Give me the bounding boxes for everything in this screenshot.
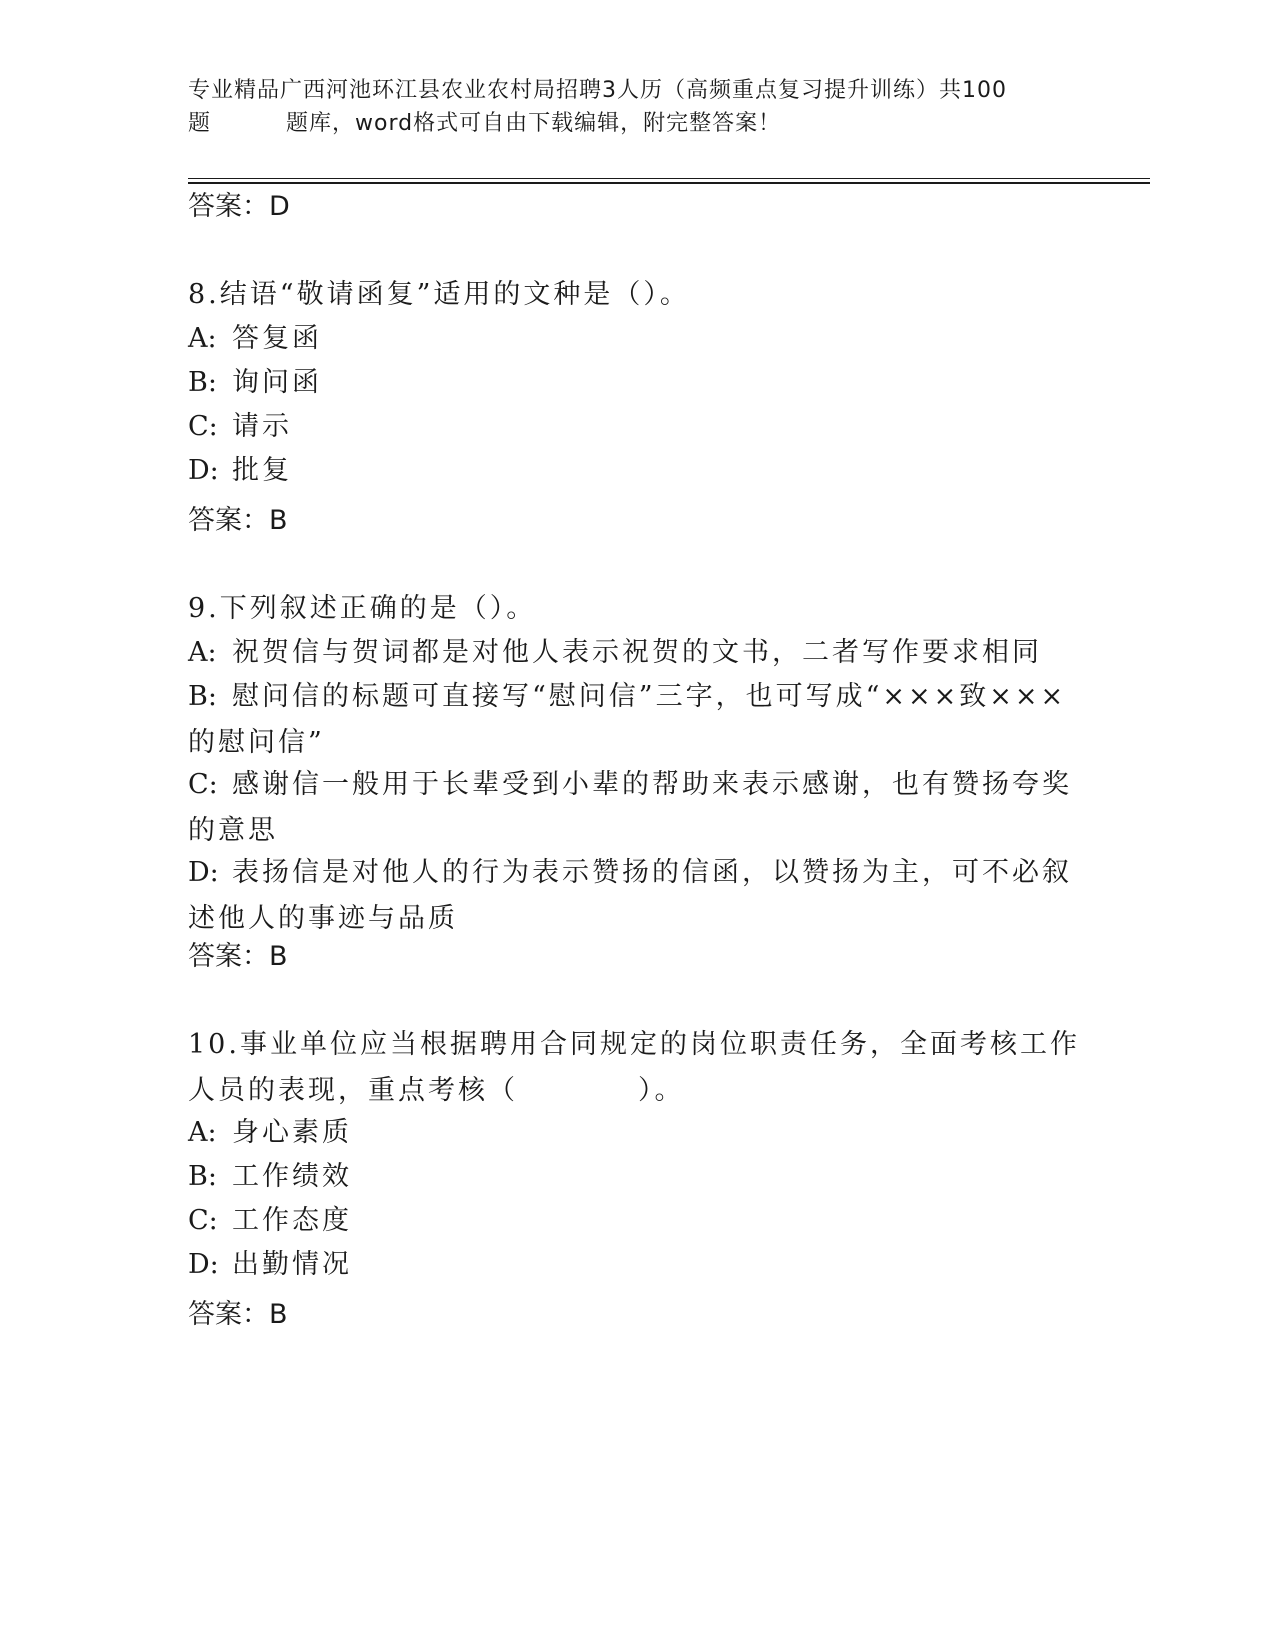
question-10-option-d xyxy=(188,1242,1088,1288)
question-10-option-c xyxy=(188,1198,1088,1244)
option-text: 批复 xyxy=(232,455,292,486)
option-label: B: xyxy=(188,1161,217,1192)
option-label: C: xyxy=(188,1205,218,1236)
option-label: D: xyxy=(188,857,219,888)
question-8-option-c xyxy=(188,404,1088,450)
question-8-option-d xyxy=(188,448,1088,494)
header-divider-thick xyxy=(188,182,1150,184)
question-8-option-a xyxy=(188,316,1088,362)
header-line-2 xyxy=(188,107,1088,140)
header-line-2-left: 题 xyxy=(188,111,212,136)
header-line-1: 专业精品广西河池环江县农业农村局招聘3人历（高频重点复习提升训练）共100 xyxy=(188,78,1007,103)
question-8-text: 8.结语“敬请函复”适用的文种是（）。 xyxy=(188,279,690,310)
option-text: 答复函 xyxy=(232,323,322,354)
option-text: 询问函 xyxy=(232,367,322,398)
question-10-text: 10.事业单位应当根据聘用合同规定的岗位职责任务，全面考核工作人员的表现，重点考核（ ）。 xyxy=(188,1029,1080,1106)
header-line-2-right: 题库，word格式可自由下载编辑，附完整答案！ xyxy=(286,111,782,136)
page-header xyxy=(188,74,1088,140)
option-label: A: xyxy=(188,323,217,354)
option-label: C: xyxy=(188,411,218,442)
question-9-option-b xyxy=(188,674,1088,766)
option-text: 祝贺信与贺词都是对他人表示祝贺的文书，二者写作要求相同 xyxy=(232,637,1042,668)
option-text: 工作绩效 xyxy=(232,1161,352,1192)
answer-previous: 答案：D xyxy=(188,191,290,222)
question-10-answer: 答案：B xyxy=(188,1299,288,1330)
option-label: D: xyxy=(188,455,219,486)
question-8-answer: 答案：B xyxy=(188,505,288,536)
header-divider-thin xyxy=(188,178,1150,179)
option-label: C: xyxy=(188,769,218,800)
question-9-option-c xyxy=(188,762,1088,854)
option-text: 慰问信的标题可直接写“慰问信”三字，也可写成“×××致×××的慰问信” xyxy=(188,681,1067,758)
option-text: 请示 xyxy=(232,411,292,442)
question-9-option-a xyxy=(188,630,1088,676)
option-text: 感谢信一般用于长辈受到小辈的帮助来表示感谢，也有赞扬夸奖的意思 xyxy=(188,769,1072,846)
option-label: B: xyxy=(188,681,217,712)
question-9-option-d xyxy=(188,850,1088,942)
question-10-option-a xyxy=(188,1110,1088,1156)
option-text: 身心素质 xyxy=(232,1117,352,1148)
option-label: B: xyxy=(188,367,217,398)
option-label: A: xyxy=(188,637,217,668)
option-label: A: xyxy=(188,1117,217,1148)
option-text: 表扬信是对他人的行为表示赞扬的信函，以赞扬为主，可不必叙述他人的事迹与品质 xyxy=(188,857,1072,934)
option-text: 出勤情况 xyxy=(232,1249,352,1280)
question-8-option-b xyxy=(188,360,1088,406)
question-9-text: 9.下列叙述正确的是（）。 xyxy=(188,593,537,624)
question-9-answer: 答案：B xyxy=(188,941,288,972)
question-10-option-b xyxy=(188,1154,1088,1200)
option-text: 工作态度 xyxy=(232,1205,352,1236)
option-label: D: xyxy=(188,1249,219,1280)
